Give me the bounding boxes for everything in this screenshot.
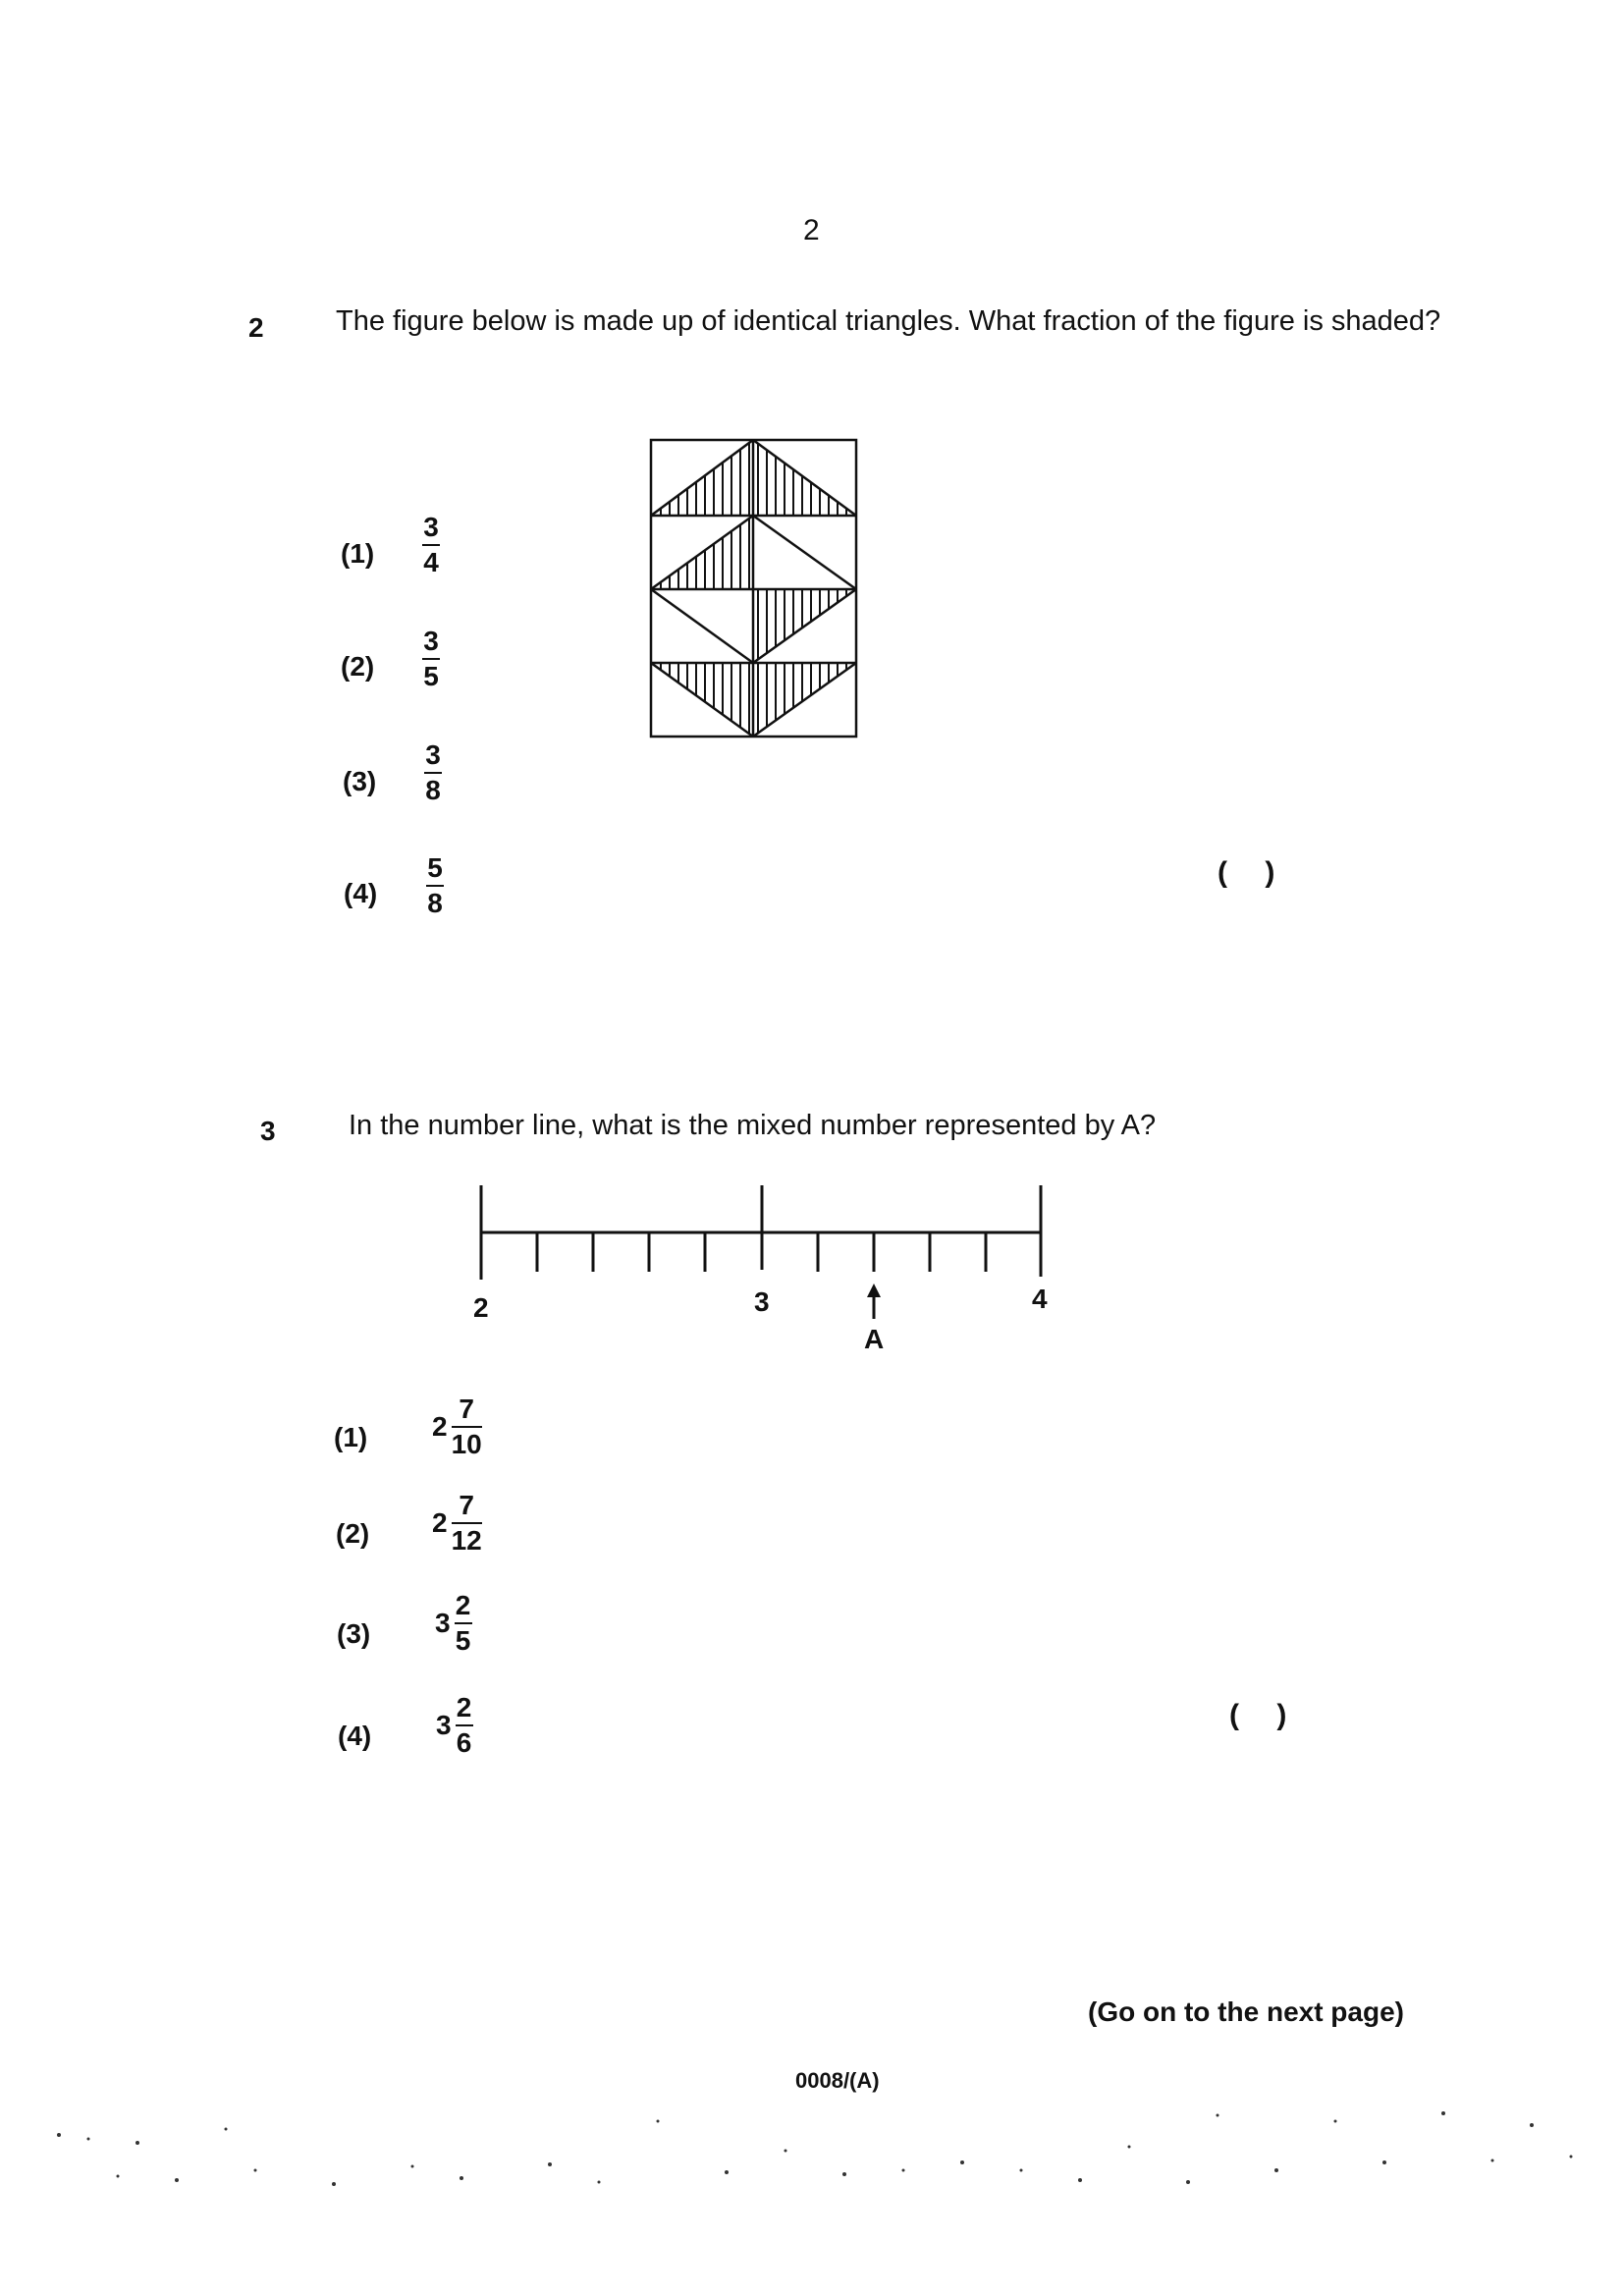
scan-noise — [0, 2092, 1624, 2210]
q3-option-1-mixed-number — [432, 1394, 482, 1459]
q3-option-1-label: (1) — [334, 1422, 368, 1452]
go-on-next-page-text: (Go on to the next page) — [1088, 1996, 1404, 2027]
denominator: 5 — [455, 1625, 471, 1656]
number-line-label-middle: 3 — [754, 1286, 770, 1317]
q2-option-4-fraction — [426, 853, 444, 918]
denominator: 8 — [425, 775, 441, 805]
denominator: 8 — [427, 888, 443, 918]
denominator: 10 — [451, 1429, 482, 1459]
whole: 3 — [436, 1710, 452, 1740]
triangle-figure — [648, 437, 859, 741]
numerator: 3 — [423, 512, 439, 542]
q3-option-3-label: (3) — [337, 1618, 371, 1649]
q3-option-3-mixed-number — [435, 1591, 472, 1656]
q2-option-3-fraction — [424, 740, 442, 805]
numerator: 7 — [459, 1394, 474, 1424]
numerator: 3 — [425, 739, 441, 770]
q2-option-4-label: (4) — [344, 878, 378, 908]
q3-option-2-label: (2) — [336, 1518, 370, 1549]
q2-option-2-fraction — [422, 627, 440, 691]
number-line-label-start: 2 — [473, 1292, 489, 1323]
page-number: 2 — [803, 214, 820, 246]
numerator: 2 — [455, 1590, 471, 1620]
arrow-up-icon — [867, 1284, 881, 1297]
number-line-marker-a: A — [864, 1324, 885, 1354]
q2-option-1-label: (1) — [341, 538, 375, 569]
number-line — [461, 1174, 1060, 1350]
numerator: 3 — [423, 626, 439, 656]
denominator: 6 — [456, 1727, 472, 1758]
denominator: 5 — [423, 661, 439, 691]
question-2-number: 2 — [248, 312, 264, 343]
denominator: 4 — [423, 547, 439, 577]
numerator: 5 — [427, 852, 443, 883]
numerator: 7 — [459, 1490, 474, 1520]
q2-option-2-label: (2) — [341, 651, 375, 682]
denominator: 12 — [451, 1525, 482, 1556]
q3-answer-bracket[interactable]: ( ) — [1229, 1699, 1287, 1731]
whole: 2 — [432, 1411, 448, 1442]
question-3-number: 3 — [260, 1116, 276, 1146]
numerator: 2 — [456, 1692, 472, 1722]
whole: 3 — [435, 1608, 451, 1638]
number-line-label-end: 4 — [1032, 1284, 1048, 1314]
paper-code: 0008/(A) — [795, 2068, 880, 2093]
q2-option-1-fraction — [422, 513, 440, 577]
q2-option-3-label: (3) — [343, 766, 377, 796]
q3-option-4-mixed-number — [436, 1693, 473, 1758]
question-3-text: In the number line, what is the mixed number represented by A? — [349, 1110, 1157, 1141]
q3-option-2-mixed-number — [432, 1491, 482, 1556]
q3-option-4-label: (4) — [338, 1721, 372, 1751]
whole: 2 — [432, 1507, 448, 1538]
q2-answer-bracket[interactable]: ( ) — [1218, 856, 1275, 889]
question-2-text: The figure below is made up of identical triangles. What fraction of the figure is shaded? — [336, 305, 1441, 337]
